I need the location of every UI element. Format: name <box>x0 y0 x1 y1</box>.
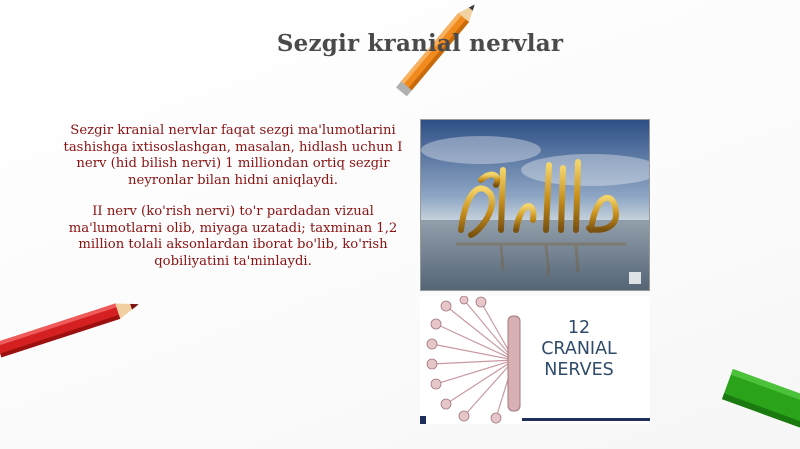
calligraphy-image <box>420 119 650 291</box>
nerves-illustration <box>426 296 526 424</box>
nerves-caption <box>519 318 639 381</box>
nerves-image-accent <box>420 416 426 424</box>
nerves-caption-cranial: CRANIAL <box>541 339 617 359</box>
nerves-caption-nerves: NERVES <box>544 360 614 380</box>
nerves-image-underline <box>522 418 650 421</box>
paragraph-1: Sezgir kranial nervlar faqat sezgi ma'lumotlarini tashishga ixtisoslashgan, masalan, hidlash uchun I nerv (hid bilish nervi) 1 milliondan ortiq sezgir neyronlar bilan hidni aniqlaydi. <box>63 123 403 188</box>
cranial-nerves-image <box>420 296 650 424</box>
green-marker-decoration <box>715 362 800 432</box>
nerves-caption-number: 12 <box>567 318 591 338</box>
slide-title: Sezgir kranial nervlar <box>276 30 564 57</box>
calligraphy-artwork <box>421 120 649 290</box>
slide-body <box>52 123 414 285</box>
red-pencil-decoration <box>0 290 150 360</box>
paragraph-2: II nerv (ko'rish nervi) to'r pardadan vizual ma'lumotlarni olib, miyaga uzatadi; taxminan 1,2 million tolali aksonlardan iborat bo'lib, ko'rish qobiliyatini ta'minlaydi. <box>68 204 398 269</box>
